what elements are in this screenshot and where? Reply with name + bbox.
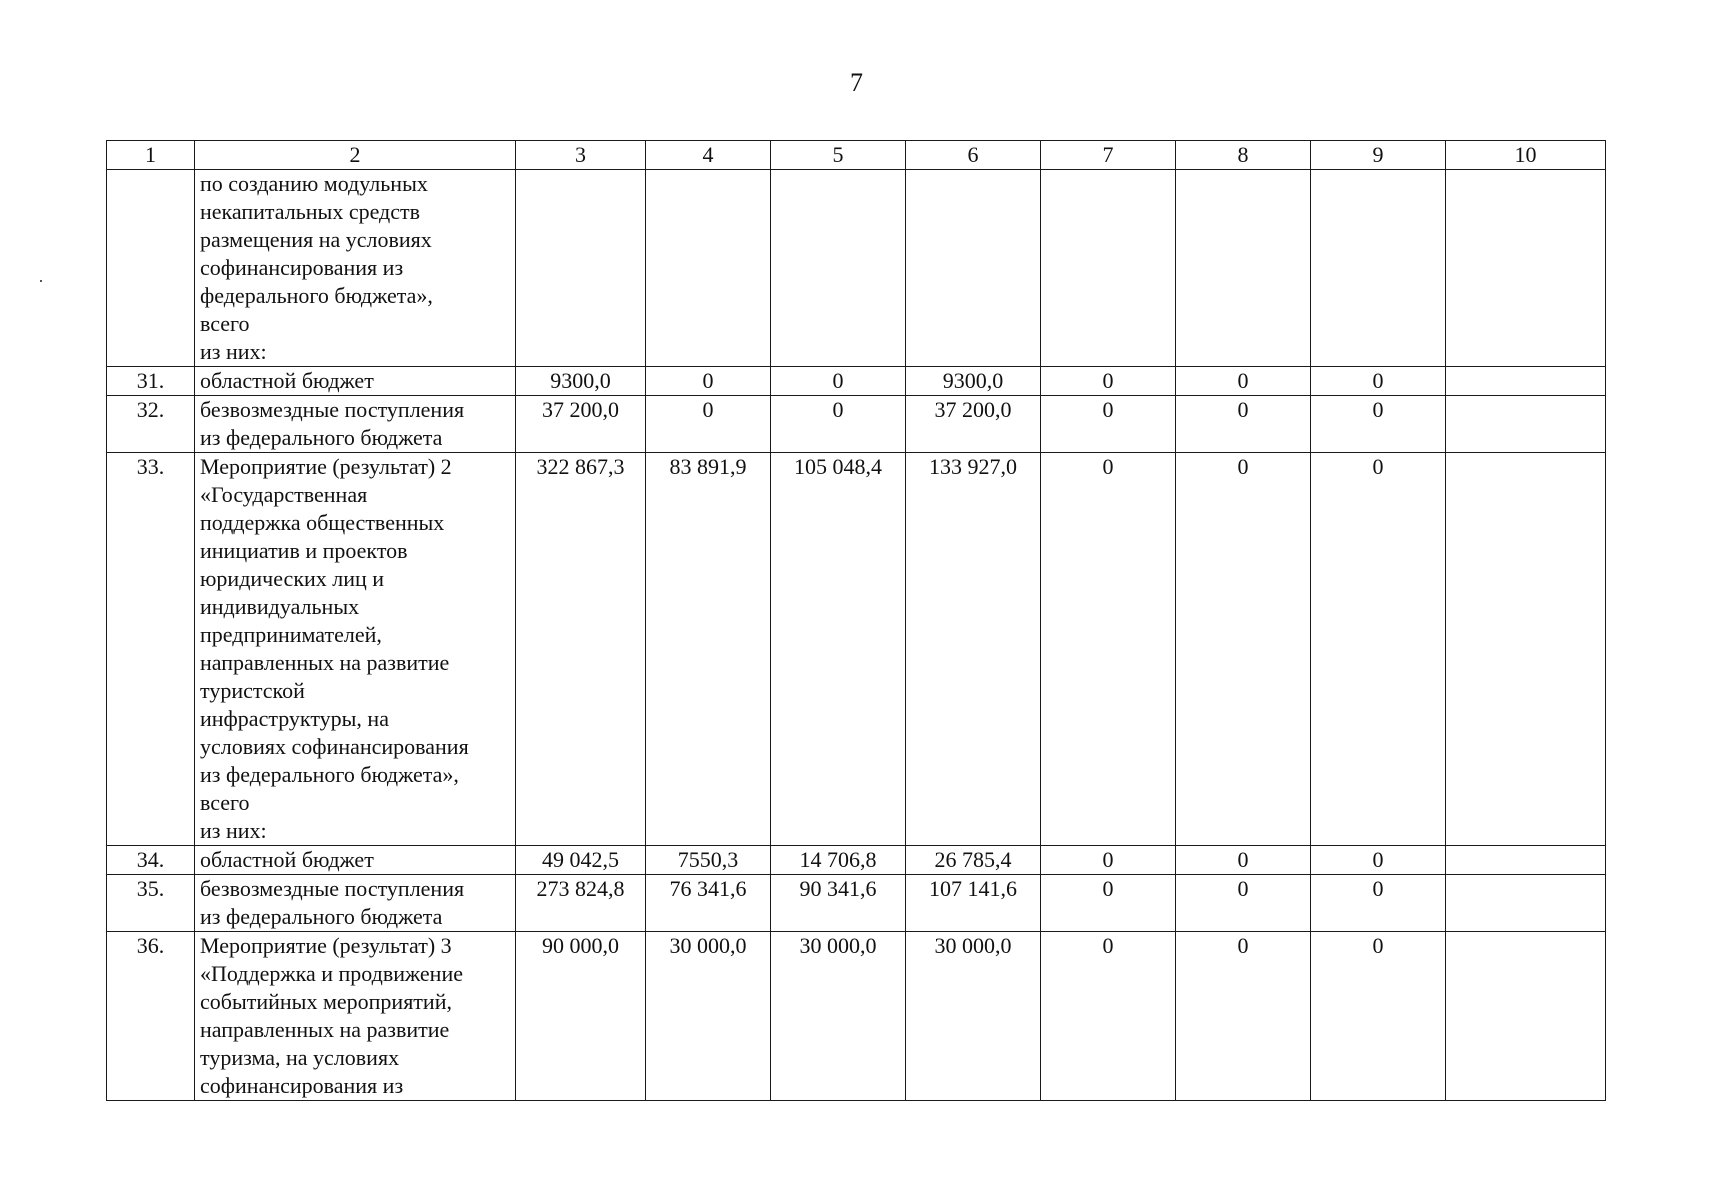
description-line: некапитальных средств [200,199,421,224]
value-cell-col-5: 90 341,6 [771,875,906,932]
row-number [107,170,195,367]
column-header: 1 [107,141,195,170]
value-cell-col-7 [1041,170,1176,367]
description-line: направленных на развитие [200,650,450,675]
table-row [107,170,1606,367]
description-line: юридических лиц и [200,566,385,591]
row-number: 33. [107,453,195,846]
value-cell-col-8: 0 [1176,367,1311,396]
value-cell-col-6 [906,170,1041,367]
description-line: областной бюджет [200,847,374,872]
row-description [195,932,516,1101]
value-cell-col-4: 83 891,9 [646,453,771,846]
column-header: 5 [771,141,906,170]
value-cell-col-7: 0 [1041,367,1176,396]
description-line: условиях софинансирования [200,734,469,759]
description-line: из федерального бюджета [200,425,443,450]
column-header: 7 [1041,141,1176,170]
description-line: Мероприятие (результат) 2 [200,454,452,479]
budget-table [106,140,1606,1101]
description-line: из федерального бюджета», [200,762,459,787]
value-cell-col-6: 37 200,0 [906,396,1041,453]
description-line: «Государственная [200,482,368,507]
description-line: безвозмездные поступления [200,397,465,422]
table-row [107,453,1606,846]
value-cell-col-8: 0 [1176,875,1311,932]
table-row [107,932,1606,1101]
value-cell-col-9 [1311,170,1446,367]
value-cell-col-3 [516,170,646,367]
description-line: инфраструктуры, на [200,706,389,731]
description-line: из них: [200,339,267,364]
description-line: из федерального бюджета [200,904,443,929]
table-row [107,396,1606,453]
value-cell-col-8: 0 [1176,846,1311,875]
table-row [107,367,1606,396]
value-cell-col-5: 14 706,8 [771,846,906,875]
row-description [195,396,516,453]
description-line: областной бюджет [200,368,374,393]
row-description [195,170,516,367]
value-cell-col-3: 37 200,0 [516,396,646,453]
value-cell-col-9: 0 [1311,367,1446,396]
value-cell-col-3: 273 824,8 [516,875,646,932]
description-line: безвозмездные поступления [200,876,465,901]
value-cell-col-9: 0 [1311,396,1446,453]
description-line: индивидуальных [200,594,360,619]
table-body [107,141,1606,1101]
value-cell-col-4 [646,170,771,367]
column-header: 6 [906,141,1041,170]
value-cell-col-3: 9300,0 [516,367,646,396]
value-cell-col-3: 90 000,0 [516,932,646,1101]
value-cell-col-10 [1446,396,1606,453]
row-number: 35. [107,875,195,932]
description-line: софинансирования из [200,1073,404,1098]
value-cell-col-7: 0 [1041,396,1176,453]
column-header: 2 [195,141,516,170]
value-cell-col-8: 0 [1176,453,1311,846]
value-cell-col-6: 26 785,4 [906,846,1041,875]
description-line: направленных на развитие [200,1017,450,1042]
value-cell-col-6: 107 141,6 [906,875,1041,932]
value-cell-col-4: 30 000,0 [646,932,771,1101]
column-header: 10 [1446,141,1606,170]
value-cell-col-9: 0 [1311,453,1446,846]
table-row [107,875,1606,932]
value-cell-col-10 [1446,846,1606,875]
column-header: 4 [646,141,771,170]
scan-speck [40,280,42,282]
description-line: из них: [200,818,267,843]
value-cell-col-7: 0 [1041,846,1176,875]
description-line: размещения на условиях [200,227,432,252]
value-cell-col-5: 0 [771,367,906,396]
value-cell-col-9: 0 [1311,846,1446,875]
value-cell-col-10 [1446,875,1606,932]
description-line: всего [200,790,250,815]
row-number: 36. [107,932,195,1101]
value-cell-col-10 [1446,367,1606,396]
value-cell-col-7: 0 [1041,453,1176,846]
description-line: предпринимателей, [200,622,382,647]
description-line: по созданию модульных [200,171,428,196]
description-line: туристской [200,678,305,703]
description-line: инициатив и проектов [200,538,408,563]
value-cell-col-9: 0 [1311,875,1446,932]
value-cell-col-4: 7550,3 [646,846,771,875]
value-cell-col-9: 0 [1311,932,1446,1101]
value-cell-col-4: 0 [646,396,771,453]
value-cell-col-7: 0 [1041,932,1176,1101]
description-line: «Поддержка и продвижение [200,961,463,986]
page-number: 7 [850,68,863,97]
value-cell-col-3: 49 042,5 [516,846,646,875]
value-cell-col-6: 30 000,0 [906,932,1041,1101]
value-cell-col-8: 0 [1176,396,1311,453]
description-line: всего [200,311,250,336]
value-cell-col-7: 0 [1041,875,1176,932]
row-description [195,875,516,932]
value-cell-col-10 [1446,170,1606,367]
row-number: 34. [107,846,195,875]
value-cell-col-6: 133 927,0 [906,453,1041,846]
value-cell-col-4: 0 [646,367,771,396]
value-cell-col-6: 9300,0 [906,367,1041,396]
table-row [107,846,1606,875]
value-cell-col-5 [771,170,906,367]
description-line: Мероприятие (результат) 3 [200,933,452,958]
column-header: 9 [1311,141,1446,170]
row-number: 32. [107,396,195,453]
value-cell-col-3: 322 867,3 [516,453,646,846]
column-header: 3 [516,141,646,170]
description-line: федерального бюджета», [200,283,433,308]
row-description [195,367,516,396]
row-description [195,846,516,875]
value-cell-col-8 [1176,170,1311,367]
value-cell-col-5: 105 048,4 [771,453,906,846]
value-cell-col-8: 0 [1176,932,1311,1101]
description-line: событийных мероприятий, [200,989,452,1014]
column-header: 8 [1176,141,1311,170]
row-number: 31. [107,367,195,396]
value-cell-col-5: 0 [771,396,906,453]
value-cell-col-5: 30 000,0 [771,932,906,1101]
value-cell-col-10 [1446,932,1606,1101]
description-line: софинансирования из [200,255,404,280]
description-line: поддержка общественных [200,510,445,535]
table-header-row [107,141,1606,170]
value-cell-col-10 [1446,453,1606,846]
row-description [195,453,516,846]
value-cell-col-4: 76 341,6 [646,875,771,932]
description-line: туризма, на условиях [200,1045,400,1070]
